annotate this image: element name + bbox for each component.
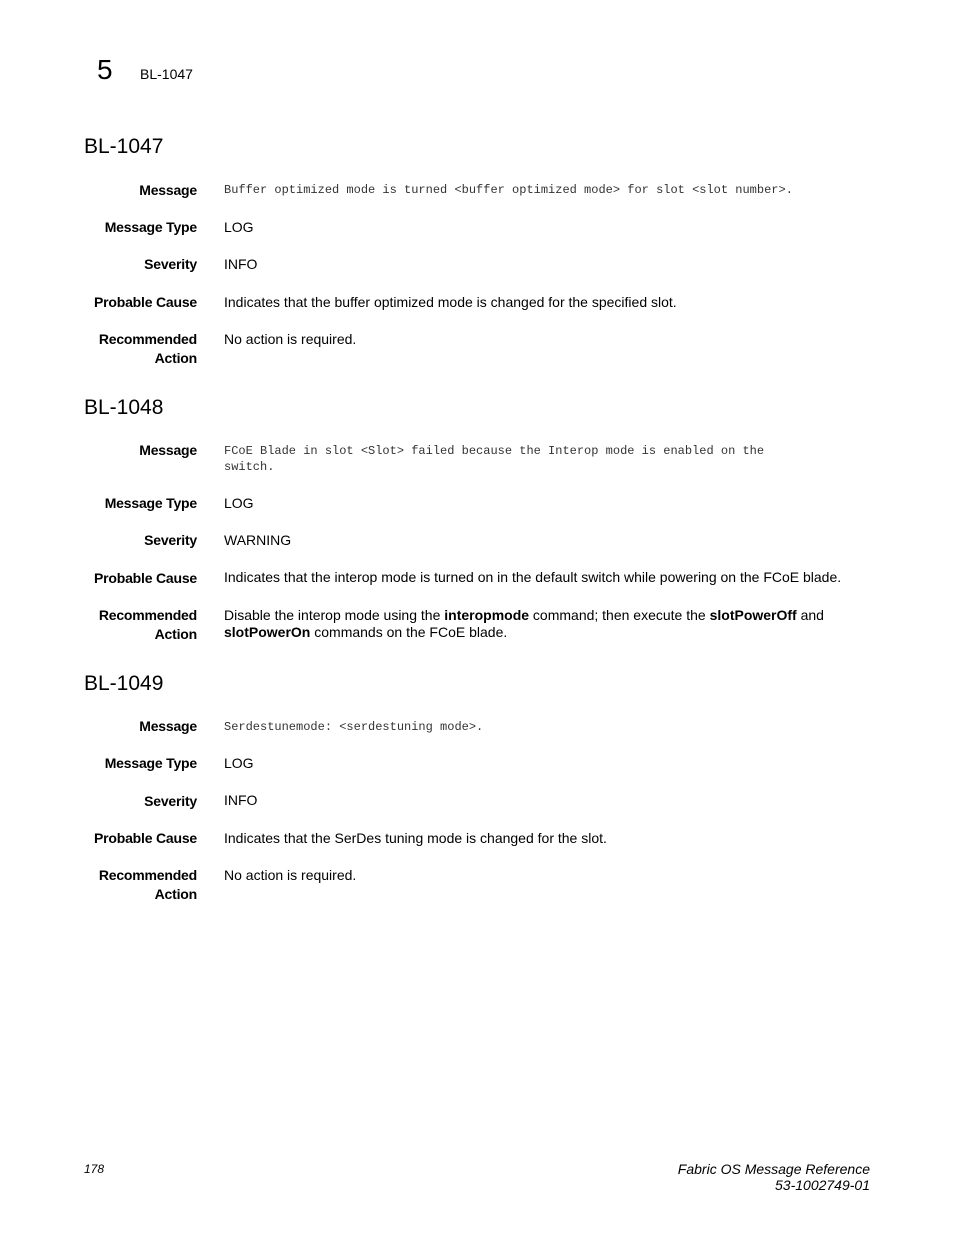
doc-number: 53-1002749-01: [775, 1177, 870, 1193]
action-text: commands on the FCoE blade.: [310, 624, 508, 640]
label-severity: Severity: [144, 793, 197, 809]
label-recommended-action: [99, 866, 197, 904]
label-recommended-line1: Recommended: [98, 607, 197, 623]
label-recommended-line2: Action: [154, 886, 197, 902]
entry-title-bl-1048: BL-1048: [84, 396, 164, 419]
recommended-action-value: [224, 607, 834, 641]
severity-value: INFO: [224, 792, 258, 808]
command-slotpoweroff: slotPowerOff: [709, 607, 797, 623]
label-probable-cause: Probable Cause: [93, 294, 197, 310]
recommended-action-value: No action is required.: [224, 331, 357, 347]
label-message-type: Message Type: [104, 495, 197, 511]
severity-value: INFO: [224, 256, 258, 272]
action-text: and: [796, 607, 824, 623]
doc-title: Fabric OS Message Reference: [677, 1161, 870, 1177]
label-message: Message: [139, 442, 197, 458]
command-interopmode: interopmode: [444, 607, 530, 623]
message-text: [224, 443, 864, 475]
message-text: Serdestunemode: <serdestuning mode>.: [224, 720, 484, 734]
message-type-value: LOG: [224, 755, 254, 771]
label-message-type: Message Type: [104, 755, 197, 771]
chapter-number: 5: [97, 54, 113, 85]
label-recommended-line1: Recommended: [98, 867, 197, 883]
label-probable-cause: Probable Cause: [93, 570, 197, 586]
message-type-value: LOG: [224, 219, 254, 235]
label-recommended-line2: Action: [154, 626, 197, 642]
label-probable-cause: Probable Cause: [93, 830, 197, 846]
entry-title-bl-1049: BL-1049: [84, 672, 164, 695]
action-text: Disable the interop mode using the: [224, 607, 445, 623]
footer-doc-info: [678, 1161, 870, 1193]
message-text: Buffer optimized mode is turned <buffer optimized mode> for slot <slot number>.: [224, 183, 793, 197]
label-recommended-action: [99, 330, 197, 368]
message-type-value: LOG: [224, 495, 254, 511]
label-message: Message: [139, 718, 197, 734]
probable-cause-value: Indicates that the interop mode is turned on in the default switch while powering on the FCoE blade.: [224, 569, 842, 585]
severity-value: WARNING: [224, 532, 292, 548]
label-recommended-line1: Recommended: [98, 331, 197, 347]
probable-cause-value: Indicates that the SerDes tuning mode is changed for the slot.: [224, 830, 607, 846]
label-recommended-action: [99, 606, 197, 644]
label-message: Message: [139, 182, 197, 198]
entry-title-bl-1047: BL-1047: [84, 135, 164, 158]
label-severity: Severity: [144, 532, 197, 548]
label-recommended-line2: Action: [154, 350, 197, 366]
label-message-type: Message Type: [104, 219, 197, 235]
action-text: command; then execute the: [529, 607, 710, 623]
message-line-2: switch.: [224, 460, 275, 474]
running-head: BL-1047: [140, 66, 193, 82]
message-line-1: FCoE Blade in slot <Slot> failed because the Interop mode is enabled on the: [224, 444, 765, 458]
label-severity: Severity: [144, 256, 197, 272]
recommended-action-value: No action is required.: [224, 867, 357, 883]
page-number: 178: [84, 1162, 105, 1176]
probable-cause-value: Indicates that the buffer optimized mode is changed for the specified slot.: [224, 294, 677, 310]
command-slotpoweron: slotPowerOn: [224, 624, 311, 640]
